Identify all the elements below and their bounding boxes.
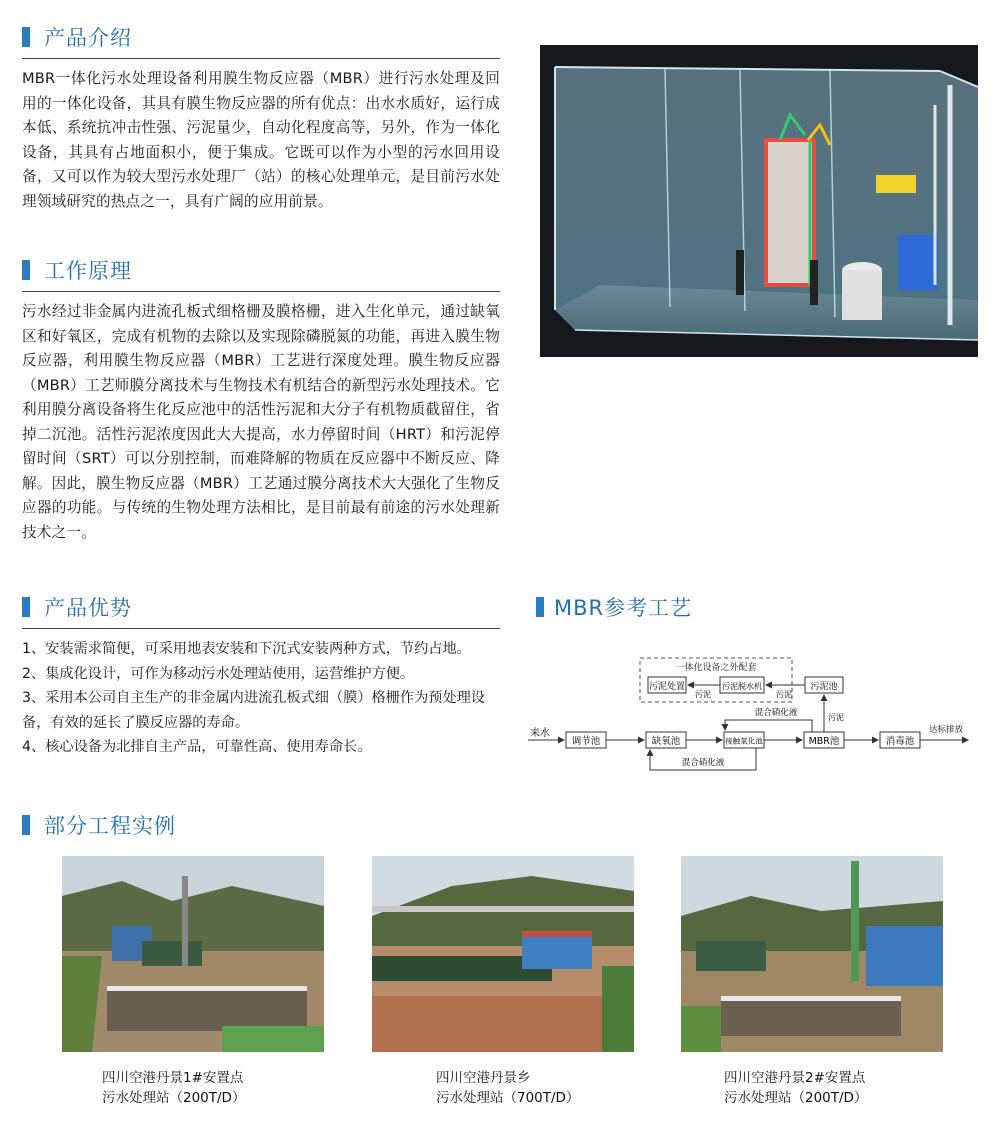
case-caption-1-line1: 四川空港丹景1#安置点 <box>102 1070 244 1086</box>
node-mbr-label: MBR池 <box>808 736 840 747</box>
advantages-heading <box>22 592 500 622</box>
case-caption-2-line1: 四川空港丹景乡 <box>436 1070 531 1086</box>
principle-title: 工作原理 <box>44 259 132 283</box>
node-inflow-label: 来水 <box>530 728 550 739</box>
principle-body: 污水经过非金属内进流孔板式细格栅及膜格栅，进入生化单元，通过缺氧区和好氧区，完成有机物的去除以及实现除磷脱氮的功能，再进入膜生物反应器，利用膜生物反应器（MBR）工艺进行深度处理。膜生物反应器（MBR）工艺师膜分离技术与生物技术有机结合的新型污水处理技术。它利用膜分离设备将生化反应池中的活性污泥和大分子有机物质截留住，省掉二沉池。活性污泥浓度因此大大提高，水力停留时间（HRT）和污泥停留时间（SRT）可以分别控制，而难降解的物质在反应器中不断反应、降解。因此，膜生物反应器（MBR）工艺通过膜分离技术大大强化了生物反应器的功能。与传统的生物处理方法相比，是目前最有前途的污水处理新技术之一。 <box>22 303 500 541</box>
case-caption-1 <box>102 1068 322 1108</box>
node-contact-label: 接触氧化池 <box>725 736 763 746</box>
case-photo-3 <box>681 856 943 1052</box>
divider <box>22 628 500 629</box>
section-marker-icon <box>22 260 30 280</box>
box-label: 一体化设备之外配套 <box>675 663 757 673</box>
process-diagram <box>520 652 980 787</box>
cases-heading <box>22 810 500 840</box>
intro-title: 产品介绍 <box>44 26 132 50</box>
case-caption-3 <box>724 1068 944 1108</box>
cases-title: 部分工程实例 <box>44 814 176 838</box>
process-section <box>536 592 976 622</box>
divider <box>22 291 500 292</box>
node-discharge-label: 达标排放 <box>928 725 964 735</box>
intro-heading <box>22 22 500 52</box>
section-marker-icon <box>536 597 544 617</box>
node-disposal-label: 污泥处置 <box>648 682 686 692</box>
divider <box>22 58 500 59</box>
edge-sludge-2: 污泥 <box>776 690 792 699</box>
case-caption-3-line2: 污水处理站（200T/D） <box>724 1090 868 1106</box>
case-photo-2 <box>372 856 634 1052</box>
case-photo-1 <box>62 856 324 1052</box>
node-sludge-tank-label: 污泥池 <box>810 682 838 692</box>
process-heading <box>536 592 976 622</box>
principle-section <box>22 255 500 545</box>
list-item: 3、采用本公司自主生产的非金属内进流孔板式细（膜）格栅作为预处理设备，有效的延长了膜反应器的寿命。 <box>22 690 486 731</box>
case-caption-2 <box>436 1068 656 1108</box>
section-marker-icon <box>22 815 30 835</box>
edge-sludge-1: 污泥 <box>695 690 711 699</box>
intro-body: MBR一体化污水处理设备利用膜生物反应器（MBR）进行污水处理及回用的一体化设备，其具有膜生物反应器的所有优点：出水水质好，运行成本低、系统抗冲击性强、污泥量少，自动化程度高等，另外，作为一体化设备，其具有占地面积小，便于集成。它既可以作为小型的污水回用设备，又可以作为较大型污水处理厂（站）的核心处理单元，是目前污水处理领域研究的热点之一，具有广阔的应用前景。 <box>22 70 500 210</box>
section-marker-icon <box>22 27 30 47</box>
node-disinfect-label: 消毒池 <box>885 736 915 747</box>
edge-sludge-3: 污泥 <box>828 713 844 722</box>
case-caption-1-line2: 污水处理站（200T/D） <box>102 1090 246 1106</box>
principle-heading <box>22 255 500 285</box>
mbr-equipment-image <box>540 45 978 357</box>
edge-mix-bottom: 混合硝化液 <box>681 758 725 768</box>
list-item: 1、安装需求简便，可采用地表安装和下沉式安装两种方式，节约占地。 <box>22 641 471 657</box>
cases-section <box>22 810 500 840</box>
list-item: 2、集成化设计，可作为移动污水处理站使用，运营维护方便。 <box>22 665 415 682</box>
advantages-title: 产品优势 <box>44 596 132 620</box>
node-dewater-label: 污泥脱水机 <box>722 682 762 691</box>
node-anoxic-label: 缺氧池 <box>651 736 681 747</box>
intro-section <box>22 22 500 214</box>
process-title: MBR参考工艺 <box>554 596 693 620</box>
advantages-list <box>22 637 500 760</box>
node-regulate-label: 调节池 <box>571 736 601 747</box>
case-caption-3-line1: 四川空港丹景2#安置点 <box>724 1070 866 1086</box>
edge-mix-top: 混合硝化液 <box>754 708 798 718</box>
case-caption-2-line2: 污水处理站（700T/D） <box>436 1090 580 1106</box>
list-item: 4、核心设备为北排自主产品，可靠性高、使用寿命长。 <box>22 739 372 755</box>
section-marker-icon <box>22 597 30 617</box>
advantages-section <box>22 592 500 760</box>
